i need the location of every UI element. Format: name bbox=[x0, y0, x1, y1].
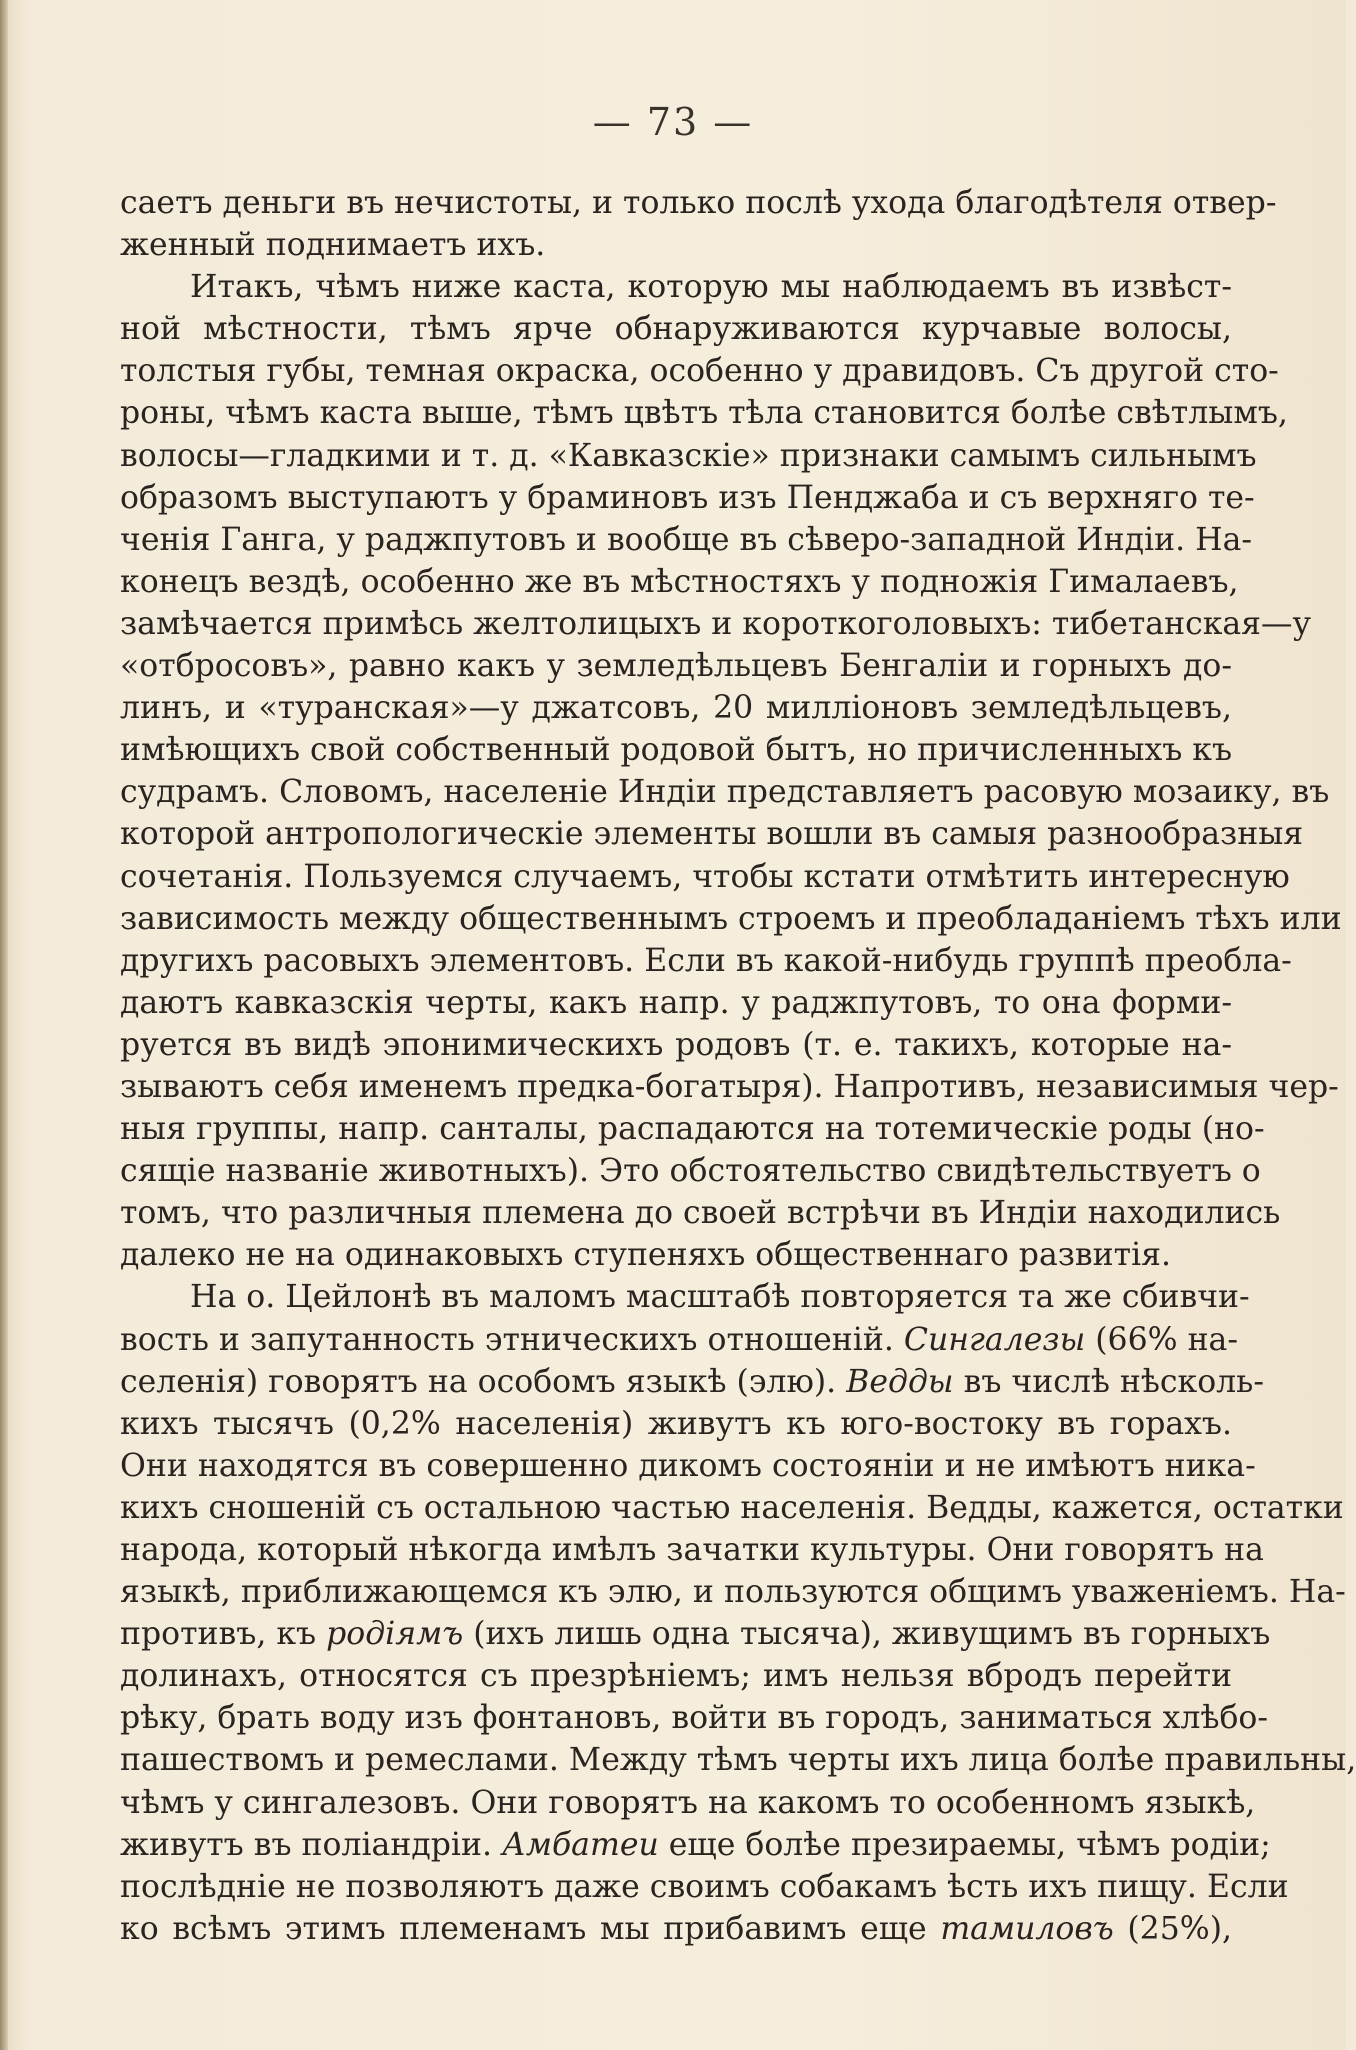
text-line: роны, чѣмъ каста выше, тѣмъ цвѣтъ тѣла становится болѣе свѣтлымъ, bbox=[120, 395, 1288, 432]
text-line: ченія Ганга, у раджпутовъ и вообще въ сѣверо-западной Индіи. На- bbox=[120, 521, 1253, 558]
text-line bbox=[120, 1613, 1271, 1655]
text-run: (66% на- bbox=[1085, 1321, 1238, 1358]
text-line bbox=[120, 1361, 1264, 1403]
text-line: народа, который нѣкогда имѣлъ зачатки культуры. Они говорятъ на bbox=[120, 1532, 1264, 1568]
text-line: судрамъ. Словомъ, населеніе Индіи представляетъ расовую мозаику, въ bbox=[120, 774, 1330, 811]
text-line: Они находятся въ совершенно дикомъ состояніи и не имѣютъ ника- bbox=[120, 1447, 1256, 1484]
text-line bbox=[120, 1319, 1238, 1361]
text-line: долинахъ, относятся съ презрѣніемъ; имъ нельзя вбродъ перейти bbox=[120, 1658, 1232, 1695]
text-run: противъ, къ bbox=[120, 1616, 327, 1653]
text-line: замѣчается примѣсь желтолицыхъ и короткоголовыхъ: тибетанская—у bbox=[120, 605, 1312, 642]
text-line: далеко не на одинаковыхъ ступеняхъ общественнаго развитія. bbox=[120, 1237, 1172, 1274]
text-line bbox=[120, 1824, 1271, 1866]
text-run: живутъ въ поліандріи. bbox=[120, 1826, 502, 1863]
text-line: томъ, что различныя племена до своей встрѣчи въ Индіи находились bbox=[120, 1195, 1281, 1232]
text-line: ныя группы, напр. санталы, распадаются на тотемическіе роды (но- bbox=[120, 1111, 1265, 1148]
text-line bbox=[120, 1908, 1232, 1950]
text-line: линъ, и «туранская»—у джатсовъ, 20 милліоновъ земледѣльцевъ, bbox=[120, 690, 1232, 727]
text-run: еще болѣе презираемы, чѣмъ родіи; bbox=[658, 1826, 1271, 1863]
text-line: толстыя губы, темная окраска, особенно у дравидовъ. Съ другой сто- bbox=[120, 353, 1279, 390]
text-line: зависимость между общественнымъ строемъ и преобладаніемъ тѣхъ или bbox=[120, 900, 1342, 937]
text-line: саетъ деньги въ нечистоты, и только послѣ ухода благодѣтеля отвер- bbox=[120, 185, 1277, 221]
text-line: чѣмъ у сингалезовъ. Они говорятъ на какомъ то особенномъ языкѣ, bbox=[120, 1784, 1256, 1821]
text-line: «отбросовъ», равно какъ у земледѣльцевъ Бенгаліи и горныхъ до- bbox=[120, 648, 1232, 685]
text-line: руется въ видѣ эпонимическихъ родовъ (т. е. такихъ, которые на- bbox=[120, 1026, 1232, 1063]
text-line: сящіе названіе животныхъ). Это обстоятельство свидѣтельствуетъ о bbox=[120, 1153, 1261, 1190]
text-line: языкѣ, приближающемся къ элю, и пользуются общимъ уваженіемъ. На- bbox=[120, 1574, 1346, 1611]
emphasis-rodiyas: родіямъ bbox=[326, 1616, 464, 1653]
page-number: — 73 — bbox=[592, 100, 754, 144]
emphasis-tamils: тамиловъ bbox=[940, 1910, 1114, 1947]
text-line: образомъ выступаютъ у браминовъ изъ Пенджаба и съ верхняго те- bbox=[120, 479, 1255, 516]
text-line: имѣющихъ свой собственный родовой бытъ, но причисленныхъ къ bbox=[120, 732, 1233, 769]
text-line: Итакъ, чѣмъ ниже каста, которую мы наблюдаемъ въ извѣст- bbox=[190, 269, 1232, 306]
text-line: ной мѣстности, тѣмъ ярче обнаруживаются курчавые волосы, bbox=[120, 311, 1232, 348]
text-line: даютъ кавказскія черты, какъ напр. у раджпутовъ, то она форми- bbox=[120, 984, 1232, 1021]
emphasis-veddas: Ведды bbox=[846, 1363, 954, 1400]
text-line: кихъ тысячъ (0,2% населенія) живутъ къ юго-востоку въ горахъ. bbox=[120, 1405, 1232, 1442]
text-run: вость и запутанность этническихъ отношеній. bbox=[120, 1321, 904, 1358]
text-line: рѣку, брать воду изъ фонтановъ, войти въ городъ, заниматься хлѣбо- bbox=[120, 1700, 1269, 1737]
text-run: селенія) говорятъ на особомъ языкѣ (элю). bbox=[120, 1363, 847, 1400]
text-line: кихъ сношеній съ остальною частью населенія. Ведды, кажется, остатки bbox=[120, 1489, 1344, 1526]
text-line: женный поднимаетъ ихъ. bbox=[120, 227, 546, 264]
text-run: (25%), bbox=[1113, 1910, 1232, 1947]
text-line: зываютъ себя именемъ предка-богатыря). Напротивъ, независимыя чер- bbox=[120, 1068, 1339, 1105]
emphasis-ambateu: Амбатеи bbox=[501, 1826, 659, 1863]
emphasis-sinhalese: Сингалезы bbox=[903, 1321, 1086, 1358]
text-line: волосы—гладкими и т. д. «Кавказскіе» признаки самымъ сильнымъ bbox=[120, 437, 1257, 474]
text-line: другихъ расовыхъ элементовъ. Если въ какой-нибудь группѣ преобла- bbox=[120, 942, 1292, 979]
book-spine-edge bbox=[0, 0, 8, 2050]
text-line: конецъ вездѣ, особенно же въ мѣстностяхъ у подножія Гималаевъ, bbox=[120, 563, 1239, 600]
text-run: ко всѣмъ этимъ племенамъ мы прибавимъ еще bbox=[120, 1910, 941, 1947]
text-run: (ихъ лишь одна тысяча), живущимъ въ горныхъ bbox=[463, 1616, 1271, 1653]
body-text bbox=[120, 182, 1356, 1950]
text-line: которой антропологическіе элементы вошли въ самыя разнообразныя bbox=[120, 816, 1304, 853]
text-line: На о. Цейлонѣ въ маломъ масштабѣ повторяется та же сбивчи- bbox=[190, 1279, 1250, 1316]
text-line: послѣдніе не позволяютъ даже своимъ собакамъ ѣсть ихъ пищу. Если bbox=[120, 1868, 1289, 1905]
text-line: сочетанія. Пользуемся случаемъ, чтобы кстати отмѣтить интересную bbox=[120, 858, 1290, 895]
text-run: въ числѣ нѣсколь- bbox=[953, 1363, 1264, 1400]
text-line: пашествомъ и ремеслами. Между тѣмъ черты ихъ лица болѣе правильны, bbox=[120, 1742, 1356, 1779]
